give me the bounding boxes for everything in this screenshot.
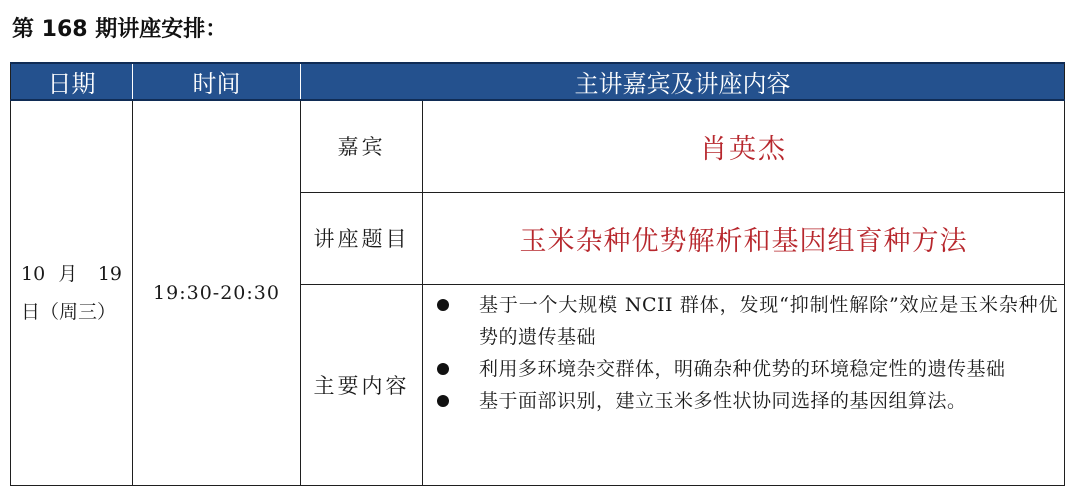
list-item: [433, 289, 1058, 353]
content-label: 主要内容: [301, 284, 423, 486]
lecture-topic: 玉米杂种优势解析和基因组育种方法: [423, 192, 1065, 284]
point-text: 基于一个大规模 NCII 群体，发现“抑制性解除”效应是玉米杂种优势的遗传基础: [479, 293, 1058, 348]
point-text: 利用多环境杂交群体，明确杂种优势的环境稳定性的遗传基础: [479, 357, 1006, 380]
bullet-icon: [437, 363, 449, 375]
list-item: [433, 353, 1058, 385]
header-content: 主讲嘉宾及讲座内容: [301, 63, 1065, 100]
table-row: [11, 100, 1065, 192]
time-cell: 19:30-20:30: [133, 100, 301, 486]
bullet-icon: [437, 299, 449, 311]
list-item: [433, 385, 1058, 417]
date-cell: 10 月 19 日（周三）: [11, 100, 133, 486]
content-list: [433, 289, 1058, 417]
topic-label: 讲座题目: [301, 192, 423, 284]
content-cell: [423, 284, 1065, 486]
lecture-schedule-table: [10, 62, 1065, 486]
header-date: 日期: [11, 63, 133, 100]
point-text: 基于面部识别，建立玉米多性状协同选择的基因组算法。: [479, 389, 967, 412]
header-time: 时间: [133, 63, 301, 100]
bullet-icon: [437, 395, 449, 407]
speaker-label: 嘉宾: [301, 100, 423, 192]
page-heading: 第 168 期讲座安排：: [12, 17, 228, 42]
table-header-row: [11, 63, 1065, 100]
speaker-name: 肖英杰: [423, 100, 1065, 192]
